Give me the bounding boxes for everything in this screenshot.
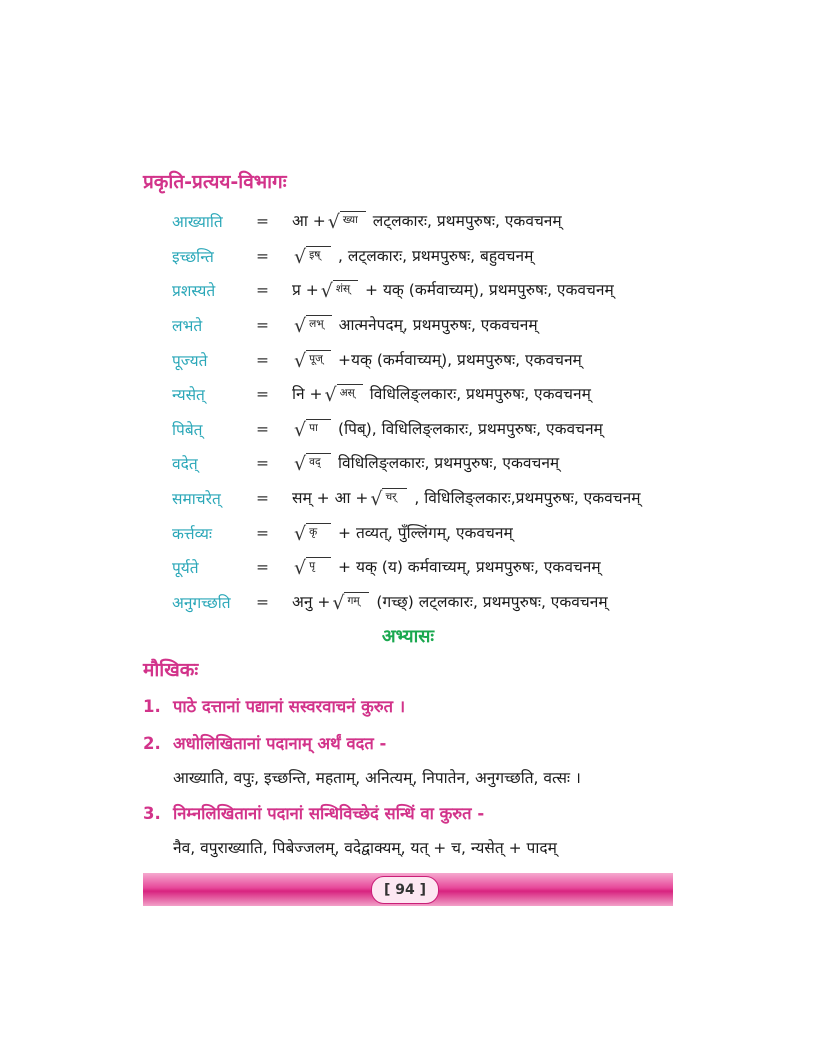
row-suffix: विधिलिङ्लकारः, प्रथमपुरुषः, एकवचनम् [338, 454, 560, 473]
row-prefix: अनु + [292, 592, 331, 611]
sqrt-icon: √ [370, 488, 383, 511]
sqrt-icon: √ [294, 522, 307, 545]
row-word: इच्छन्ति [172, 247, 214, 266]
root-sign [294, 315, 332, 337]
root-radicand: ख्या [340, 211, 366, 227]
table-row [172, 239, 692, 274]
row-explanation [292, 555, 601, 579]
row-suffix: (गच्छ्) लट्लकारः, प्रथमपुरुषः, एकवचनम् [376, 592, 608, 611]
exercise-heading: अभ्यासः [381, 626, 435, 647]
row-suffix: + तव्यत्, पुँल्लिंगम्, एकवचनम् [338, 523, 513, 542]
root-radicand: कृ [306, 523, 331, 539]
page-number: [ 94 ] [371, 876, 439, 904]
root-sign [325, 384, 363, 406]
row-explanation [292, 313, 538, 337]
root-sign [294, 419, 331, 441]
row-explanation [292, 451, 559, 475]
row-equals: = [256, 212, 269, 231]
row-word: कर्त्तव्यः [172, 524, 213, 543]
sqrt-icon: √ [294, 349, 307, 372]
root-sign [294, 453, 331, 475]
root-radicand: पा [306, 419, 331, 435]
row-explanation [292, 348, 582, 372]
row-suffix: विधिलिङ्लकारः, प्रथमपुरुषः, एकवचनम् [369, 385, 591, 404]
row-word: न्यसेत् [172, 386, 205, 405]
question-3 [143, 801, 484, 824]
question-text: अधोलिखितानां पदानाम् अर्थं वदत - [173, 734, 387, 753]
row-explanation [292, 417, 603, 441]
question-2-answer: आख्याति, वपुः, इच्छन्ति, महताम्, अनित्यम्, निपातेन, अनुगच्छति, वत्सः । [173, 769, 581, 787]
row-word: अनुगच्छति [172, 593, 231, 612]
sqrt-icon: √ [332, 591, 345, 614]
table-row [172, 481, 692, 516]
row-word: प्रशस्यते [172, 282, 216, 301]
table-row [172, 515, 692, 550]
row-equals: = [256, 385, 269, 404]
table-row [172, 585, 692, 620]
row-equals: = [256, 592, 269, 611]
root-sign [294, 557, 331, 579]
row-explanation [292, 244, 533, 268]
row-explanation [292, 486, 640, 510]
row-suffix: , लट्लकारः, प्रथमपुरुषः, बहुवचनम् [338, 246, 534, 265]
root-radicand: वद् [306, 453, 331, 469]
row-suffix: लट्लकारः, प्रथमपुरुषः, एकवचनम् [372, 212, 562, 231]
row-word: पूर्यते [172, 559, 199, 578]
root-radicand: पृ [306, 557, 331, 573]
root-radicand: इष् [306, 246, 331, 262]
table-row [172, 412, 692, 447]
root-radicand: अस् [337, 384, 363, 400]
row-equals: = [256, 558, 269, 577]
sqrt-icon: √ [320, 280, 333, 303]
row-word: समाचरेत् [172, 490, 221, 509]
row-explanation [292, 382, 591, 406]
sqrt-icon: √ [327, 211, 340, 234]
row-prefix: आ + [292, 212, 326, 231]
row-word: आख्याति [172, 213, 223, 232]
row-suffix: , विधिलिङ्लकारः,प्रथमपुरुषः, एकवचनम् [414, 489, 641, 508]
root-sign [294, 350, 331, 372]
root-radicand: शंस् [333, 280, 358, 296]
root-sign [332, 592, 369, 614]
row-equals: = [256, 489, 269, 508]
question-2 [143, 731, 386, 754]
section-heading: प्रकृति-प्रत्यय-विभागः [143, 171, 287, 193]
table-row [172, 377, 692, 412]
root-sign [294, 523, 331, 545]
row-explanation [292, 278, 614, 302]
row-word: वदेत् [172, 455, 198, 474]
root-radicand: चर् [382, 488, 407, 504]
row-suffix: (पिब्), विधिलिङ्लकारः, प्रथमपुरुषः, एकवचनम् [338, 419, 603, 438]
row-word: पिबेत् [172, 420, 203, 439]
row-suffix: + यक् (य) कर्मवाच्यम्, प्रथमपुरुषः, एकवचनम् [338, 558, 601, 577]
table-row [172, 273, 692, 308]
table-row [172, 446, 692, 481]
table-row [172, 204, 692, 239]
question-text: निम्नलिखितानां पदानां सन्धिविच्छेदं सन्धिं वा कुरुत - [173, 804, 485, 823]
question-3-answer: नैव, वपुराख्याति, पिबेज्जलम्, वदेद्वाक्यम्, यत् + च, न्यसेत् + पादम् [173, 839, 557, 857]
row-equals: = [256, 316, 269, 335]
root-sign [328, 211, 366, 233]
sqrt-icon: √ [294, 315, 307, 338]
row-word: पूज्यते [172, 351, 208, 370]
row-explanation [292, 209, 562, 233]
row-suffix: +यक् (कर्मवाच्यम्), प्रथमपुरुषः, एकवचनम् [338, 350, 582, 369]
derivation-table [172, 204, 692, 619]
row-equals: = [256, 246, 269, 265]
row-prefix: प्र + [292, 281, 319, 300]
question-number: 2. [143, 734, 161, 753]
row-suffix: आत्मनेपदम्, प्रथमपुरुषः, एकवचनम् [338, 316, 538, 335]
row-suffix: + यक् (कर्मवाच्यम्), प्रथमपुरुषः, एकवचनम् [365, 281, 614, 300]
row-equals: = [256, 350, 269, 369]
root-radicand: पूज् [306, 350, 331, 366]
root-radicand: गम् [344, 592, 369, 608]
row-equals: = [256, 523, 269, 542]
question-number: 1. [143, 697, 161, 716]
table-row [172, 308, 692, 343]
sqrt-icon: √ [294, 245, 307, 268]
row-equals: = [256, 454, 269, 473]
oral-heading: मौखिकः [143, 659, 199, 681]
row-equals: = [256, 419, 269, 438]
question-number: 3. [143, 804, 161, 823]
root-sign [321, 280, 358, 302]
sqrt-icon: √ [294, 557, 307, 580]
row-prefix: सम् + आ + [292, 489, 369, 508]
sqrt-icon: √ [324, 384, 337, 407]
root-sign [294, 246, 331, 268]
root-radicand: लभ् [306, 315, 332, 331]
sqrt-icon: √ [294, 418, 307, 441]
row-explanation [292, 590, 608, 614]
sqrt-icon: √ [294, 453, 307, 476]
question-text: पाठे दत्तानां पद्यानां सस्वरवाचनं कुरुत । [173, 697, 406, 716]
row-word: लभते [172, 317, 203, 336]
row-explanation [292, 521, 513, 545]
question-1 [143, 694, 405, 717]
table-row [172, 342, 692, 377]
row-equals: = [256, 281, 269, 300]
root-sign [370, 488, 407, 510]
row-prefix: नि + [292, 385, 323, 404]
table-row [172, 550, 692, 585]
